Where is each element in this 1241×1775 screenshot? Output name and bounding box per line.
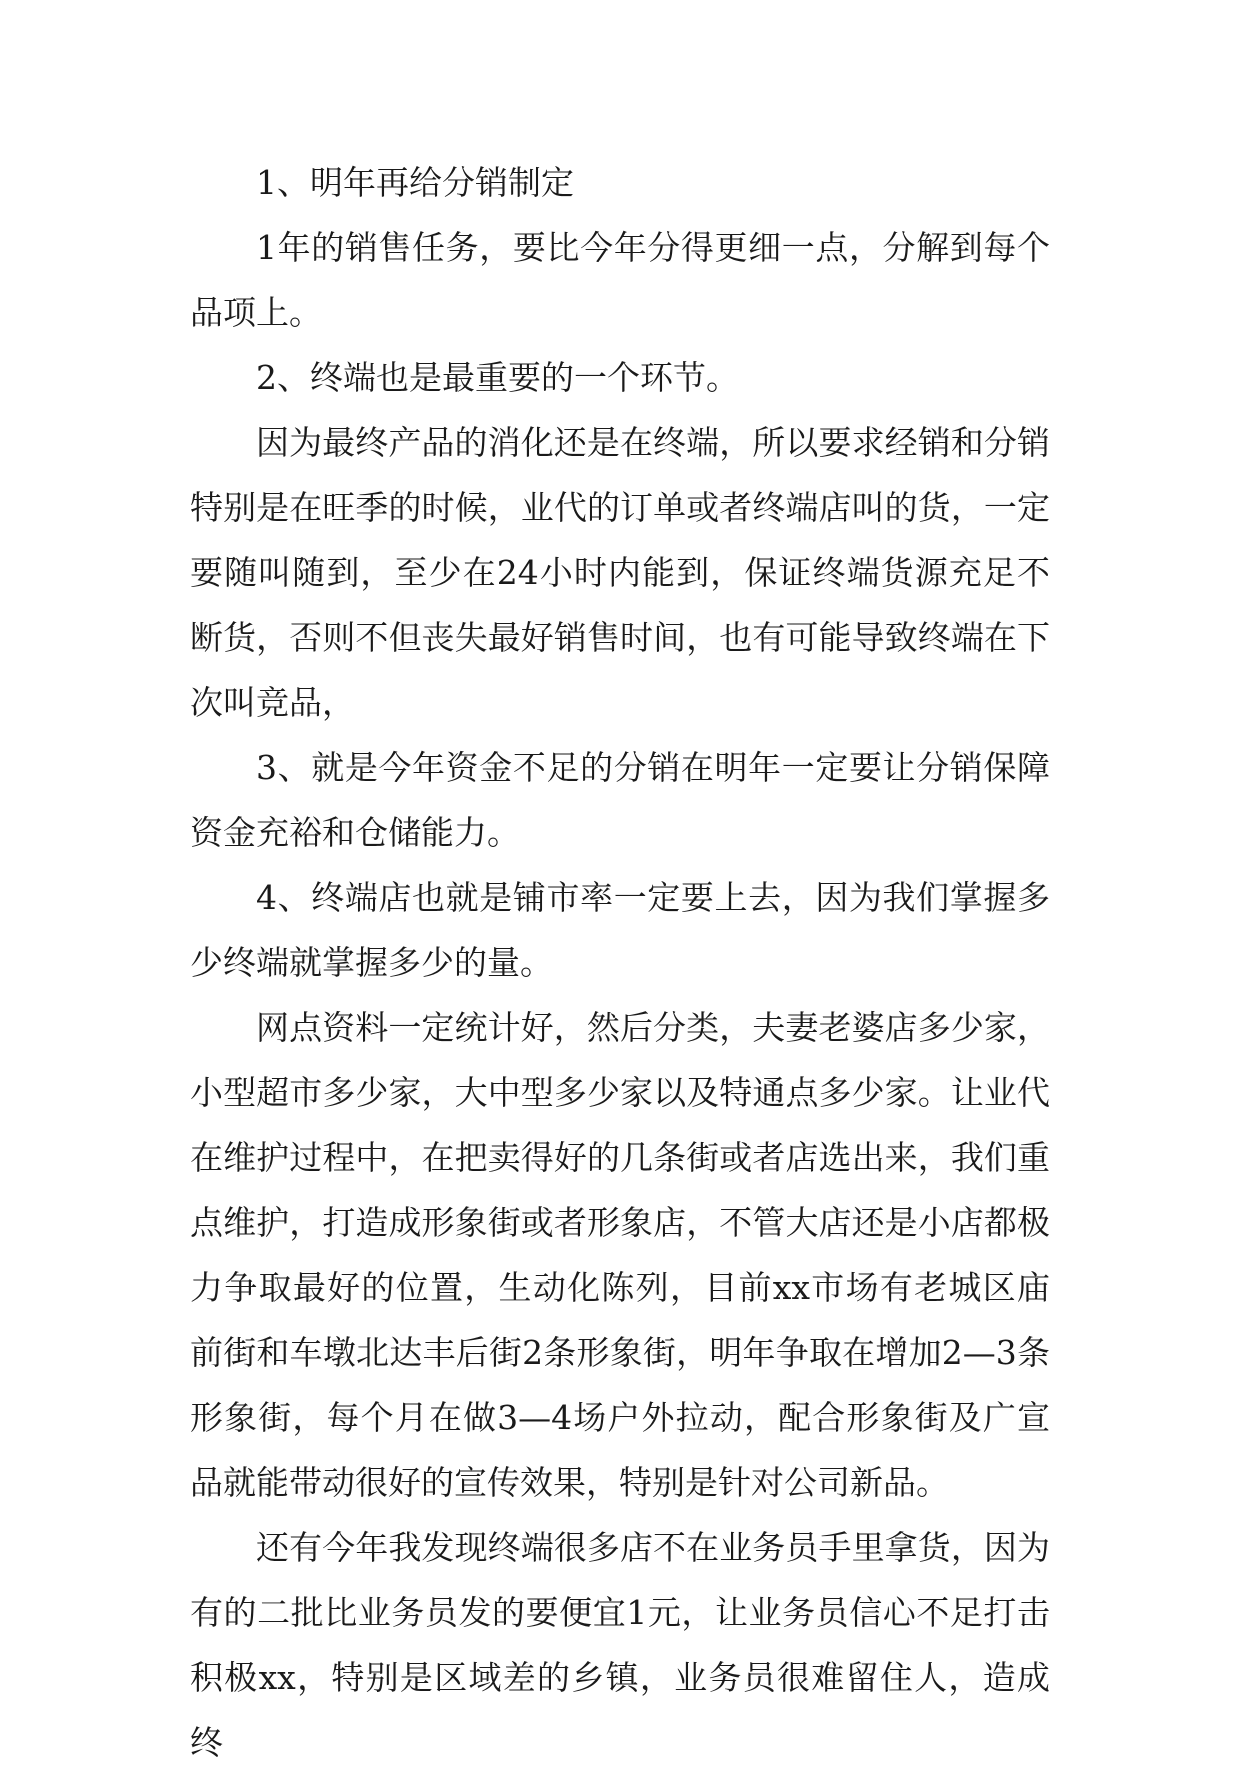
paragraph-8: 还有今年我发现终端很多店不在业务员手里拿货，因为有的二批比业务员发的要便宜1元，让业务员信心不足打击积极xx，特别是区域差的乡镇，业务员很难留住人，造成终 [190, 1528, 1050, 1762]
paragraph-6: 4、终端店也就是铺市率一定要上去，因为我们掌握多少终端就掌握多少的量。 [190, 878, 1050, 982]
document-body [190, 150, 1050, 1775]
paragraph-2: 1年的销售任务，要比今年分得更细一点，分解到每个品项上。 [190, 228, 1050, 332]
paragraph-4: 因为最终产品的消化还是在终端，所以要求经销和分销特别是在旺季的时候，业代的订单或者终端店叫的货，一定要随叫随到，至少在24小时内能到，保证终端货源充足不断货，否则不但丧失最好销售时间，也有可能导致终端在下次叫竞品， [190, 423, 1050, 722]
paragraph-1: 1、明年再给分销制定 [256, 163, 574, 202]
paragraph-3: 2、终端也是最重要的一个环节。 [256, 358, 739, 397]
paragraph-7: 网点资料一定统计好，然后分类，夫妻老婆店多少家，小型超市多少家，大中型多少家以及特通点多少家。让业代在维护过程中，在把卖得好的几条街或者店选出来，我们重点维护，打造成形象街或者形象店，不管大店还是小店都极力争取最好的位置，生动化陈列，目前xx市场有老城区庙前街和车墩北达丰后街2条形象街，明年争取在增加2—3条形象街，每个月在做3—4场户外拉动，配合形象街及广宣品就能带动很好的宣传效果，特别是针对公司新品。 [190, 1008, 1050, 1502]
paragraph-5: 3、就是今年资金不足的分销在明年一定要让分销保障资金充裕和仓储能力。 [190, 748, 1050, 852]
